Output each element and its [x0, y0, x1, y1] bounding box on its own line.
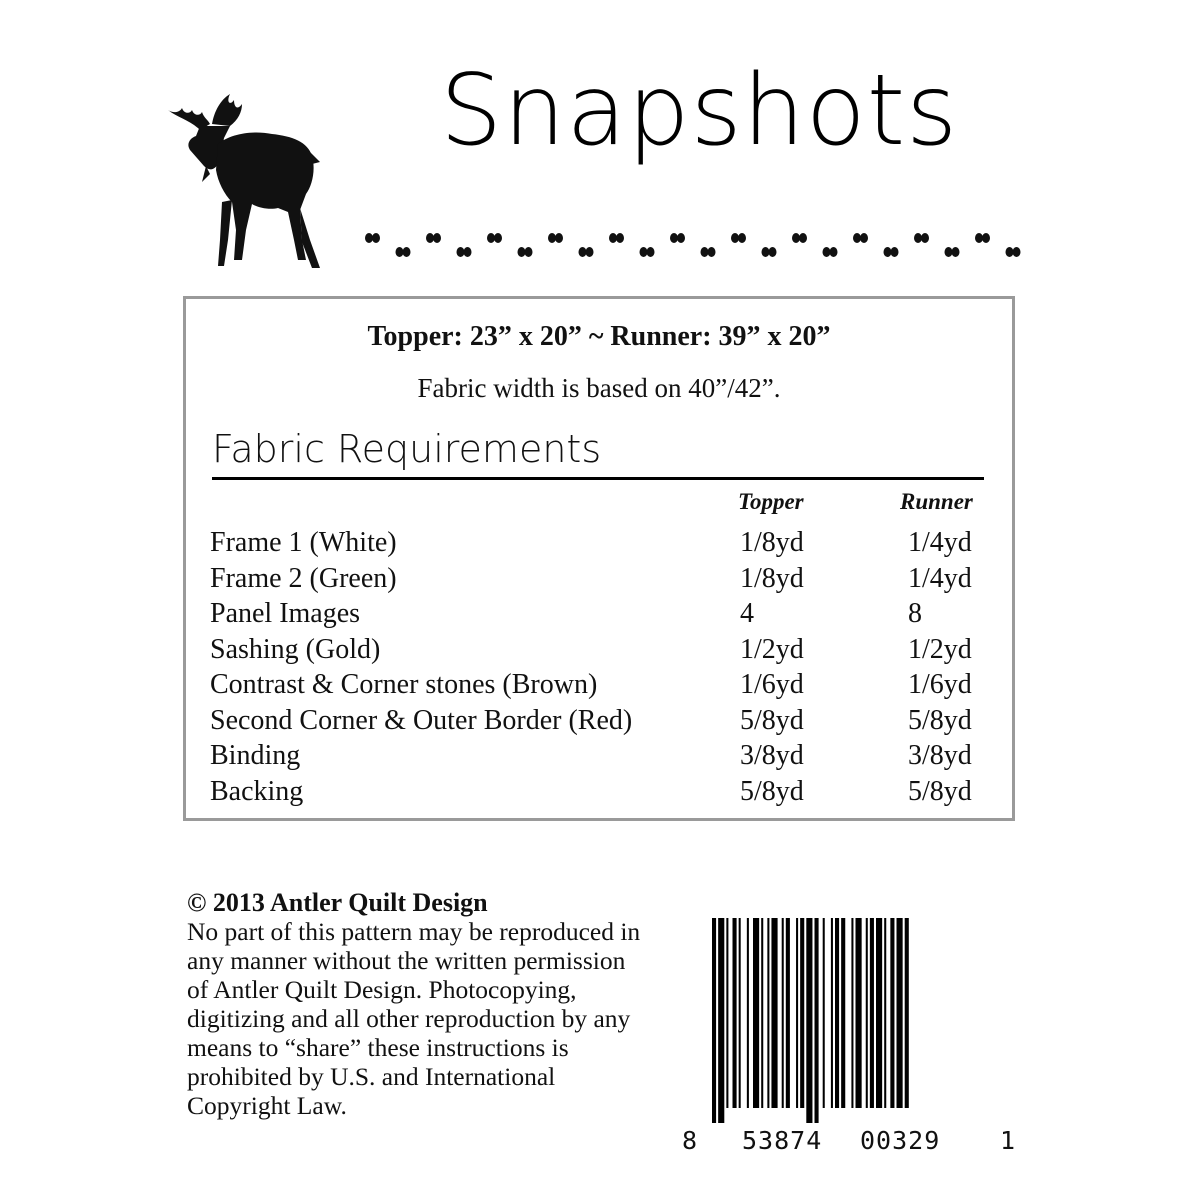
barcode-bar [771, 918, 777, 1108]
barcode-bar [761, 918, 763, 1108]
track-print [823, 247, 838, 257]
track-print [731, 233, 746, 243]
runner-amount: 5/8yd [908, 704, 972, 736]
barcode-bar [831, 918, 833, 1108]
track-print [975, 233, 990, 243]
heading-rule [212, 477, 984, 480]
topper-amount: 1/6yd [740, 669, 804, 700]
copyright-text: No part of this pattern may be reproduced in any manner without the written permission of Antler Quilt Design. Photocopying, digitizing and all other reproduction by any means to “share” these instructions is prohibited by U.S. and International Copyright Law. [187, 917, 641, 1120]
barcode-bar [856, 918, 862, 1108]
barcode-bar [747, 918, 749, 1108]
barcode-bar [905, 918, 909, 1108]
barcode-bar [718, 918, 724, 1123]
topper-amount: 3/8yd [740, 740, 804, 771]
requirements-box [183, 296, 1015, 821]
barcode-bar [796, 918, 798, 1108]
runner-amount: 5/8yd [908, 775, 972, 807]
track-print [640, 247, 655, 257]
fabric-item: Frame 2 (Green) [210, 562, 397, 594]
track-print [426, 233, 441, 243]
barcode-bar [800, 918, 804, 1108]
track-print [396, 247, 411, 257]
runner-amount: 1/4yd [908, 562, 972, 594]
topper-amount: 1/2yd [740, 633, 804, 665]
track-print [457, 247, 472, 257]
fabric-item: Contrast & Corner stones (Brown) [210, 669, 598, 700]
fabric-item: Sashing (Gold) [210, 633, 381, 665]
track-print [487, 233, 502, 243]
fabric-item: Second Corner & Outer Border (Red) [210, 704, 633, 736]
barcode-right-digits: 00329 [860, 1126, 941, 1155]
barcode-bar [823, 918, 825, 1108]
track-print [914, 233, 929, 243]
barcode-bar [782, 918, 784, 1108]
barcode-left-digits: 53874 [742, 1126, 823, 1155]
table-row [210, 561, 1000, 597]
track-print [853, 233, 868, 243]
topper-amount: 1/8yd [740, 527, 804, 558]
barcode-bar [712, 918, 716, 1123]
barcode-bar [835, 918, 839, 1108]
animal-tracks-icon [360, 228, 1030, 264]
track-print [1006, 247, 1021, 257]
copyright-notice [187, 888, 647, 1120]
barcode-bar [739, 918, 741, 1108]
table-row [210, 738, 1000, 774]
runner-amount: 1/2yd [908, 633, 972, 665]
fabric-requirements-heading: Fabric Requirements [212, 427, 602, 471]
barcode-bar [753, 918, 759, 1108]
column-header-topper: Topper [738, 489, 804, 514]
barcode-bar [806, 918, 812, 1123]
track-print [365, 233, 380, 243]
track-print [548, 233, 563, 243]
barcode [708, 918, 990, 1123]
barcode-bar [890, 918, 894, 1108]
track-print [670, 233, 685, 243]
barcode-bar [897, 918, 903, 1108]
table-row [210, 703, 1000, 739]
table-row [210, 596, 1000, 632]
fabric-item: Backing [210, 775, 304, 807]
table-row [210, 525, 1000, 561]
topper-amount: 1/8yd [740, 562, 804, 594]
table-row [210, 632, 1000, 668]
track-print [945, 247, 960, 257]
runner-amount: 1/6yd [908, 669, 972, 700]
moose-silhouette-icon [160, 90, 335, 275]
track-print [579, 247, 594, 257]
barcode-bar [851, 918, 853, 1108]
runner-amount: 3/8yd [908, 740, 972, 771]
topper-amount: 5/8yd [740, 704, 804, 736]
runner-amount: 8 [908, 598, 922, 629]
finished-dimensions: Topper: 23” x 20” ~ Runner: 39” x 20” [367, 321, 831, 352]
barcode-bar [876, 918, 882, 1108]
topper-amount: 5/8yd [740, 775, 804, 807]
fabric-item: Binding [210, 740, 301, 771]
requirements-table [210, 525, 1000, 809]
barcode-bar [815, 918, 819, 1123]
barcode-bar [870, 918, 874, 1108]
barcode-bar [866, 918, 868, 1108]
barcode-bar [884, 918, 886, 1108]
barcode-bar [786, 918, 790, 1108]
table-row [210, 774, 1000, 810]
track-print [518, 247, 533, 257]
track-print [609, 233, 624, 243]
fabric-width-note: Fabric width is based on 40”/42”. [417, 373, 781, 403]
column-header-runner: Runner [900, 489, 973, 514]
fabric-item: Frame 1 (White) [210, 527, 397, 558]
fabric-item: Panel Images [210, 598, 361, 629]
table-row [210, 667, 1000, 703]
track-print [884, 247, 899, 257]
copyright-owner: © 2013 Antler Quilt Design [187, 888, 488, 917]
track-print [762, 247, 777, 257]
topper-amount: 4 [740, 598, 754, 629]
track-print [701, 247, 716, 257]
barcode-bar [841, 918, 845, 1108]
barcode-trail-digit: 1 [1000, 1126, 1017, 1155]
runner-amount: 1/4yd [908, 527, 972, 558]
track-print [792, 233, 807, 243]
barcode-lead-digit: 8 [682, 1126, 699, 1155]
barcode-bar [767, 918, 769, 1108]
barcode-bar [733, 918, 737, 1108]
barcode-bar [726, 918, 728, 1108]
page-title: Snapshots [440, 54, 959, 168]
